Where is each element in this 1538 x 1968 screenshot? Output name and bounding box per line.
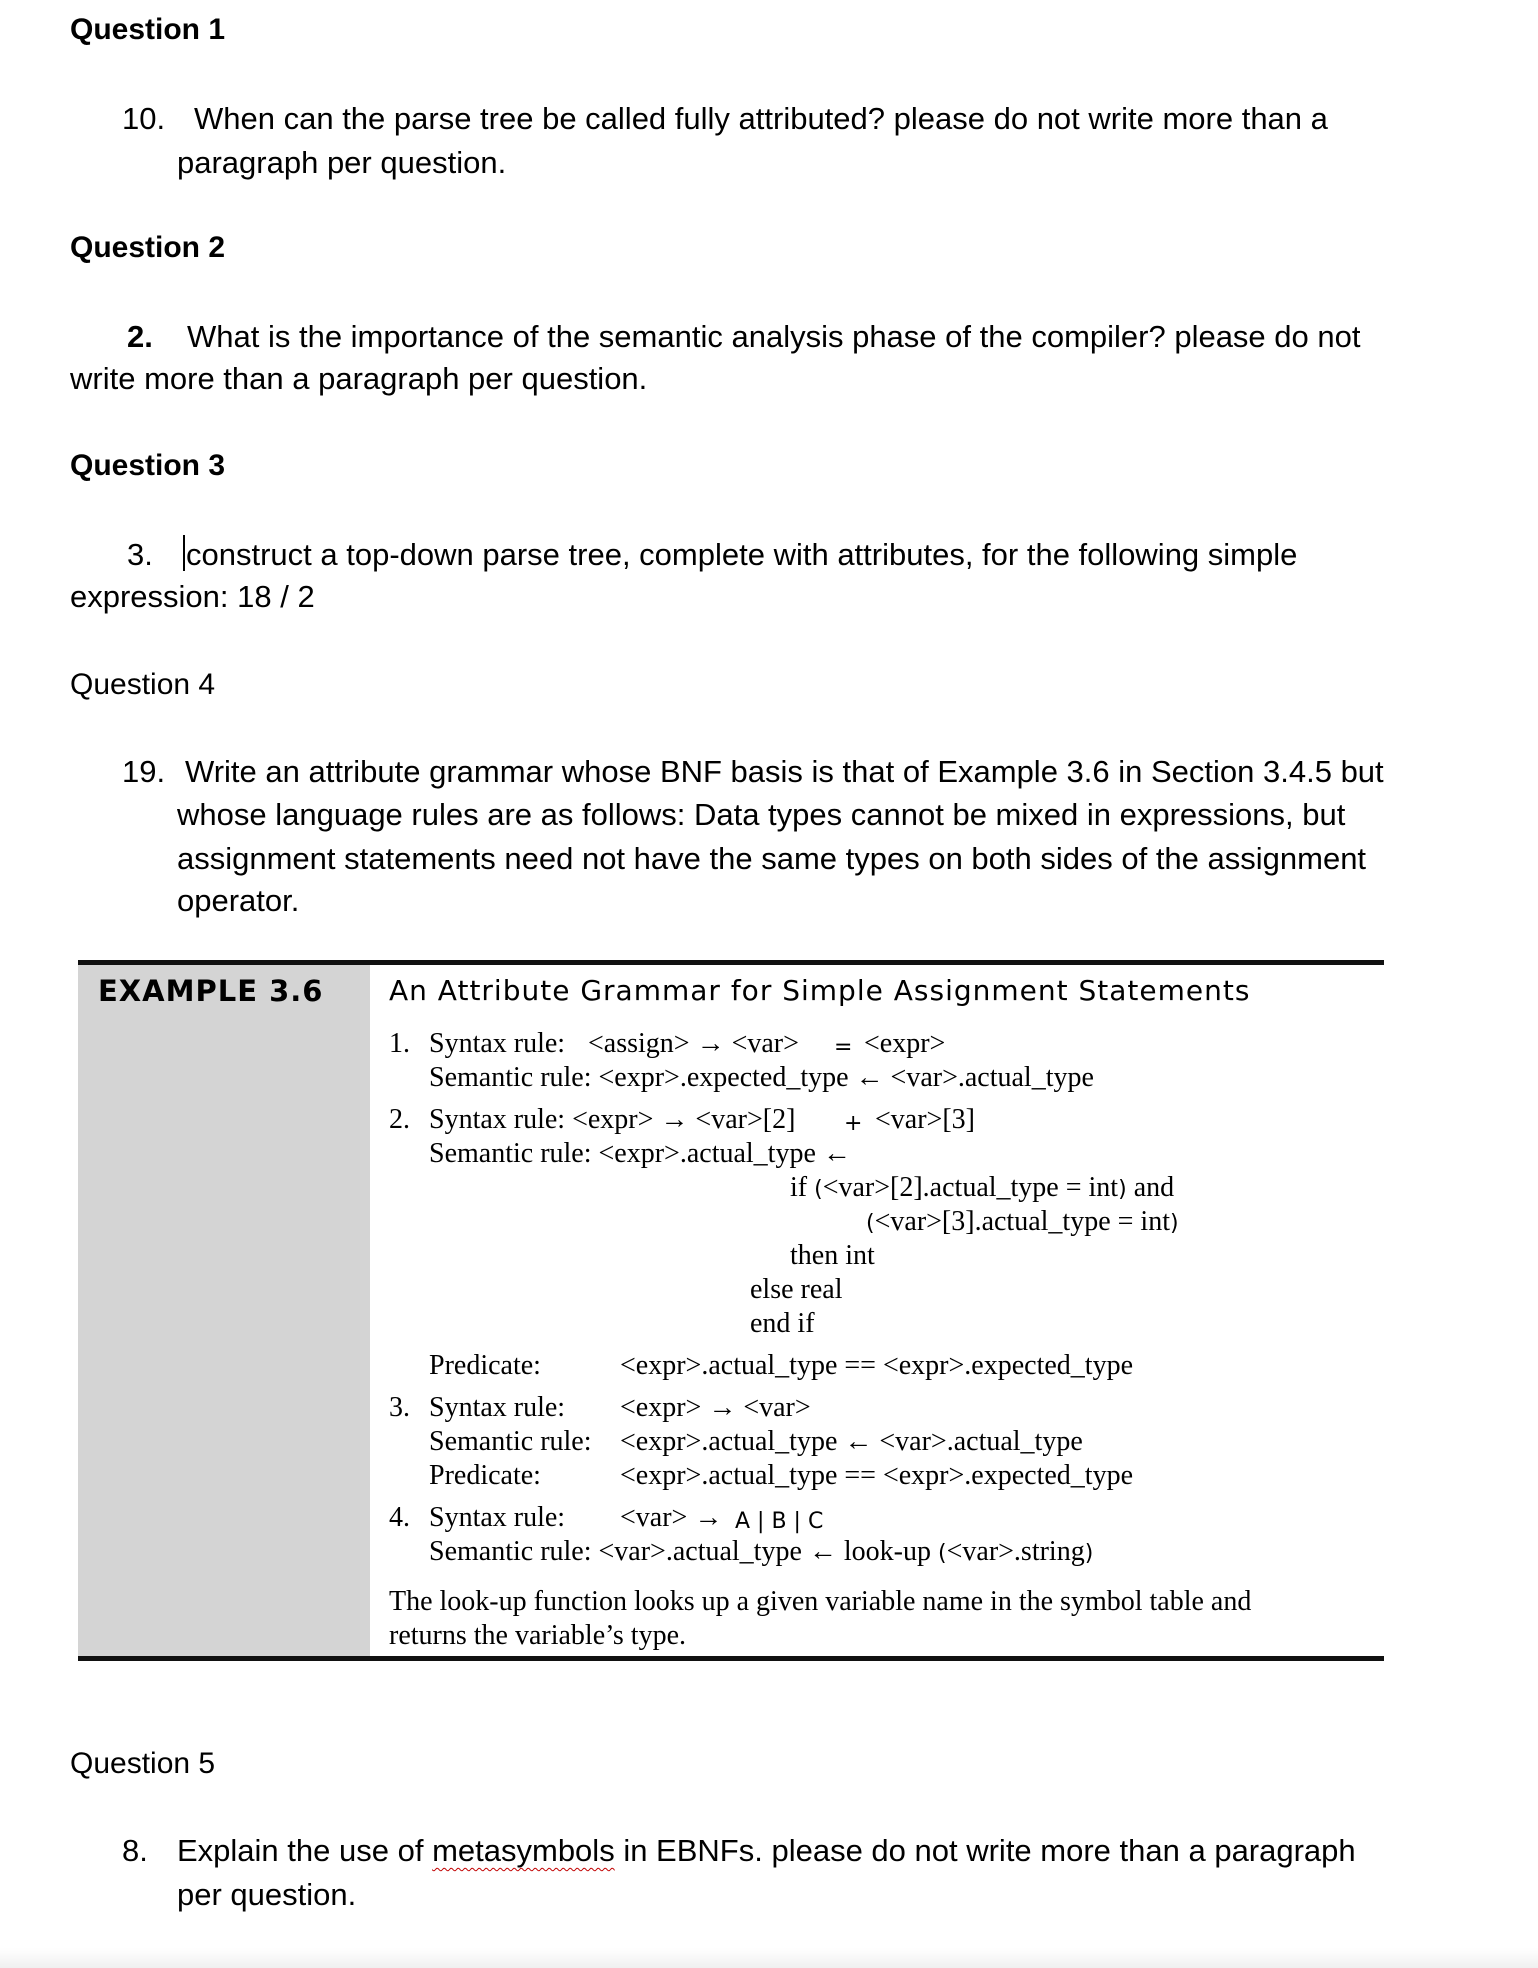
rule-2-syntax-lhs: Syntax rule: <expr> → <var>[2]	[429, 1104, 796, 1135]
page-bottom-edge	[0, 1948, 1538, 1968]
rule-2-cond1: <var>[2].actual_type = int	[822, 1172, 1119, 1203]
rule-1-syntax-label: Syntax rule:	[429, 1028, 566, 1059]
text-cursor	[183, 535, 185, 571]
question-4-text-line3: assignment statements need not have the same types on both sides of the assignment	[177, 841, 1367, 876]
rule-3-semantic-value: <expr>.actual_type ← <var>.actual_type	[620, 1426, 1083, 1457]
rule-4-lookup-close: )	[1084, 1541, 1094, 1566]
example-note-line1: The look-up function looks up a given variable name in the symbol table and	[389, 1586, 1252, 1617]
example-note-line2: returns the variable’s type.	[389, 1620, 687, 1651]
rule-2-number: 2.	[389, 1104, 410, 1135]
rule-2-cond2-line	[866, 1205, 1179, 1241]
question-3-number: 3.	[127, 537, 153, 572]
question-3-text-line1: construct a top-down parse tree, complete with attributes, for the following simple	[186, 537, 1298, 572]
rule-3-predicate-label: Predicate:	[429, 1460, 541, 1491]
question-5-text-line1	[177, 1829, 1356, 1873]
misspelled-word[interactable]: metasymbols	[432, 1833, 615, 1868]
rule-2-endif-line: end if	[750, 1308, 815, 1339]
rule-2-cond1-open: (	[814, 1177, 823, 1202]
question-4-text-line1: Write an attribute grammar whose BNF basis is that of Example 3.6 in Section 3.4.5 but	[185, 754, 1384, 789]
question-4-number: 19.	[122, 754, 166, 789]
question-5-text-after: in EBNFs. please do not write more than a paragraph	[623, 1833, 1356, 1868]
rule-1-number: 1.	[389, 1028, 410, 1059]
rule-3-semantic-label: Semantic rule:	[429, 1426, 592, 1457]
rule-1-syntax-rhs: <expr>	[864, 1028, 946, 1059]
question-5-heading: Question 5	[70, 1747, 216, 1780]
rule-2-cond2-open: (	[866, 1211, 875, 1236]
rule-2-then-line: then int	[790, 1240, 875, 1271]
rule-4-semantic	[429, 1535, 1093, 1571]
rule-4-lookup-open: (	[938, 1541, 947, 1566]
question-5-text-before: Explain the use of	[177, 1833, 424, 1868]
question-5-number: 8.	[122, 1833, 148, 1868]
example-label-panel	[78, 965, 370, 1658]
example-title: An Attribute Grammar for Simple Assignment Statements	[389, 974, 1251, 1007]
question-2-text-line1: What is the importance of the semantic analysis phase of the compiler? please do not	[187, 319, 1361, 354]
rule-2-if-keyword: if	[790, 1172, 808, 1203]
question-3-text-line2: expression: 18 / 2	[70, 579, 315, 614]
rule-1-syntax-lhs: <assign> → <var>	[588, 1028, 799, 1059]
rule-4-syntax-value: <var> →	[620, 1502, 723, 1533]
rule-2-predicate-value: <expr>.actual_type == <expr>.expected_type	[620, 1350, 1133, 1381]
rule-2-semantic: Semantic rule: <expr>.actual_type ←	[429, 1138, 851, 1169]
rule-2-cond2-close: )	[1169, 1211, 1179, 1236]
rule-2-if-line	[790, 1171, 1174, 1207]
question-1-number: 10.	[122, 101, 166, 136]
question-1-text-line1: When can the parse tree be called fully attributed? please do not write more than a	[194, 101, 1328, 136]
rule-2-syntax-rhs: <var>[3]	[875, 1104, 975, 1135]
question-4-heading: Question 4	[70, 668, 216, 701]
rule-1-semantic: Semantic rule: <expr>.expected_type ← <var>.actual_type	[429, 1062, 1094, 1093]
question-1-text-line2: paragraph per question.	[177, 145, 507, 180]
rule-3-syntax-label: Syntax rule:	[429, 1392, 566, 1423]
rule-2-cond1-close: )	[1118, 1177, 1127, 1202]
rule-4-lookup-arg: <var>.string	[946, 1536, 1085, 1567]
question-3-text-line1-wrap	[183, 533, 1297, 577]
question-4-text-line2: whose language rules are as follows: Data types cannot be mixed in expressions, but	[177, 797, 1346, 832]
rule-4-alternatives: A | B | C	[735, 1509, 824, 1534]
rule-2-and-keyword: and	[1133, 1172, 1175, 1203]
rule-4-number: 4.	[389, 1502, 410, 1533]
question-4-text-line4: operator.	[177, 883, 300, 918]
rule-2-syntax-op: +	[844, 1111, 863, 1136]
rule-4-syntax-label: Syntax rule:	[429, 1502, 566, 1533]
question-5-text-line2: per question.	[177, 1877, 357, 1912]
example-label: EXAMPLE 3.6	[98, 974, 324, 1008]
rule-2-predicate-label: Predicate:	[429, 1350, 541, 1381]
question-2-number: 2.	[127, 319, 153, 354]
rule-1-syntax-op: =	[834, 1035, 853, 1060]
question-1-heading: Question 1	[70, 13, 226, 46]
rule-3-syntax-value: <expr> → <var>	[620, 1392, 811, 1423]
rule-3-predicate-value: <expr>.actual_type == <expr>.expected_type	[620, 1460, 1133, 1491]
rule-4-semantic-value: Semantic rule: <var>.actual_type ← look-up	[429, 1536, 931, 1567]
rule-2-cond2: <var>[3].actual_type = int	[874, 1206, 1170, 1237]
rule-3-number: 3.	[389, 1392, 410, 1423]
question-3-heading: Question 3	[70, 449, 226, 482]
rule-2-else-line: else real	[750, 1274, 843, 1305]
question-2-text-line2: write more than a paragraph per question.	[70, 361, 648, 396]
question-2-heading: Question 2	[70, 231, 226, 264]
example-bottom-rule	[78, 1656, 1384, 1661]
